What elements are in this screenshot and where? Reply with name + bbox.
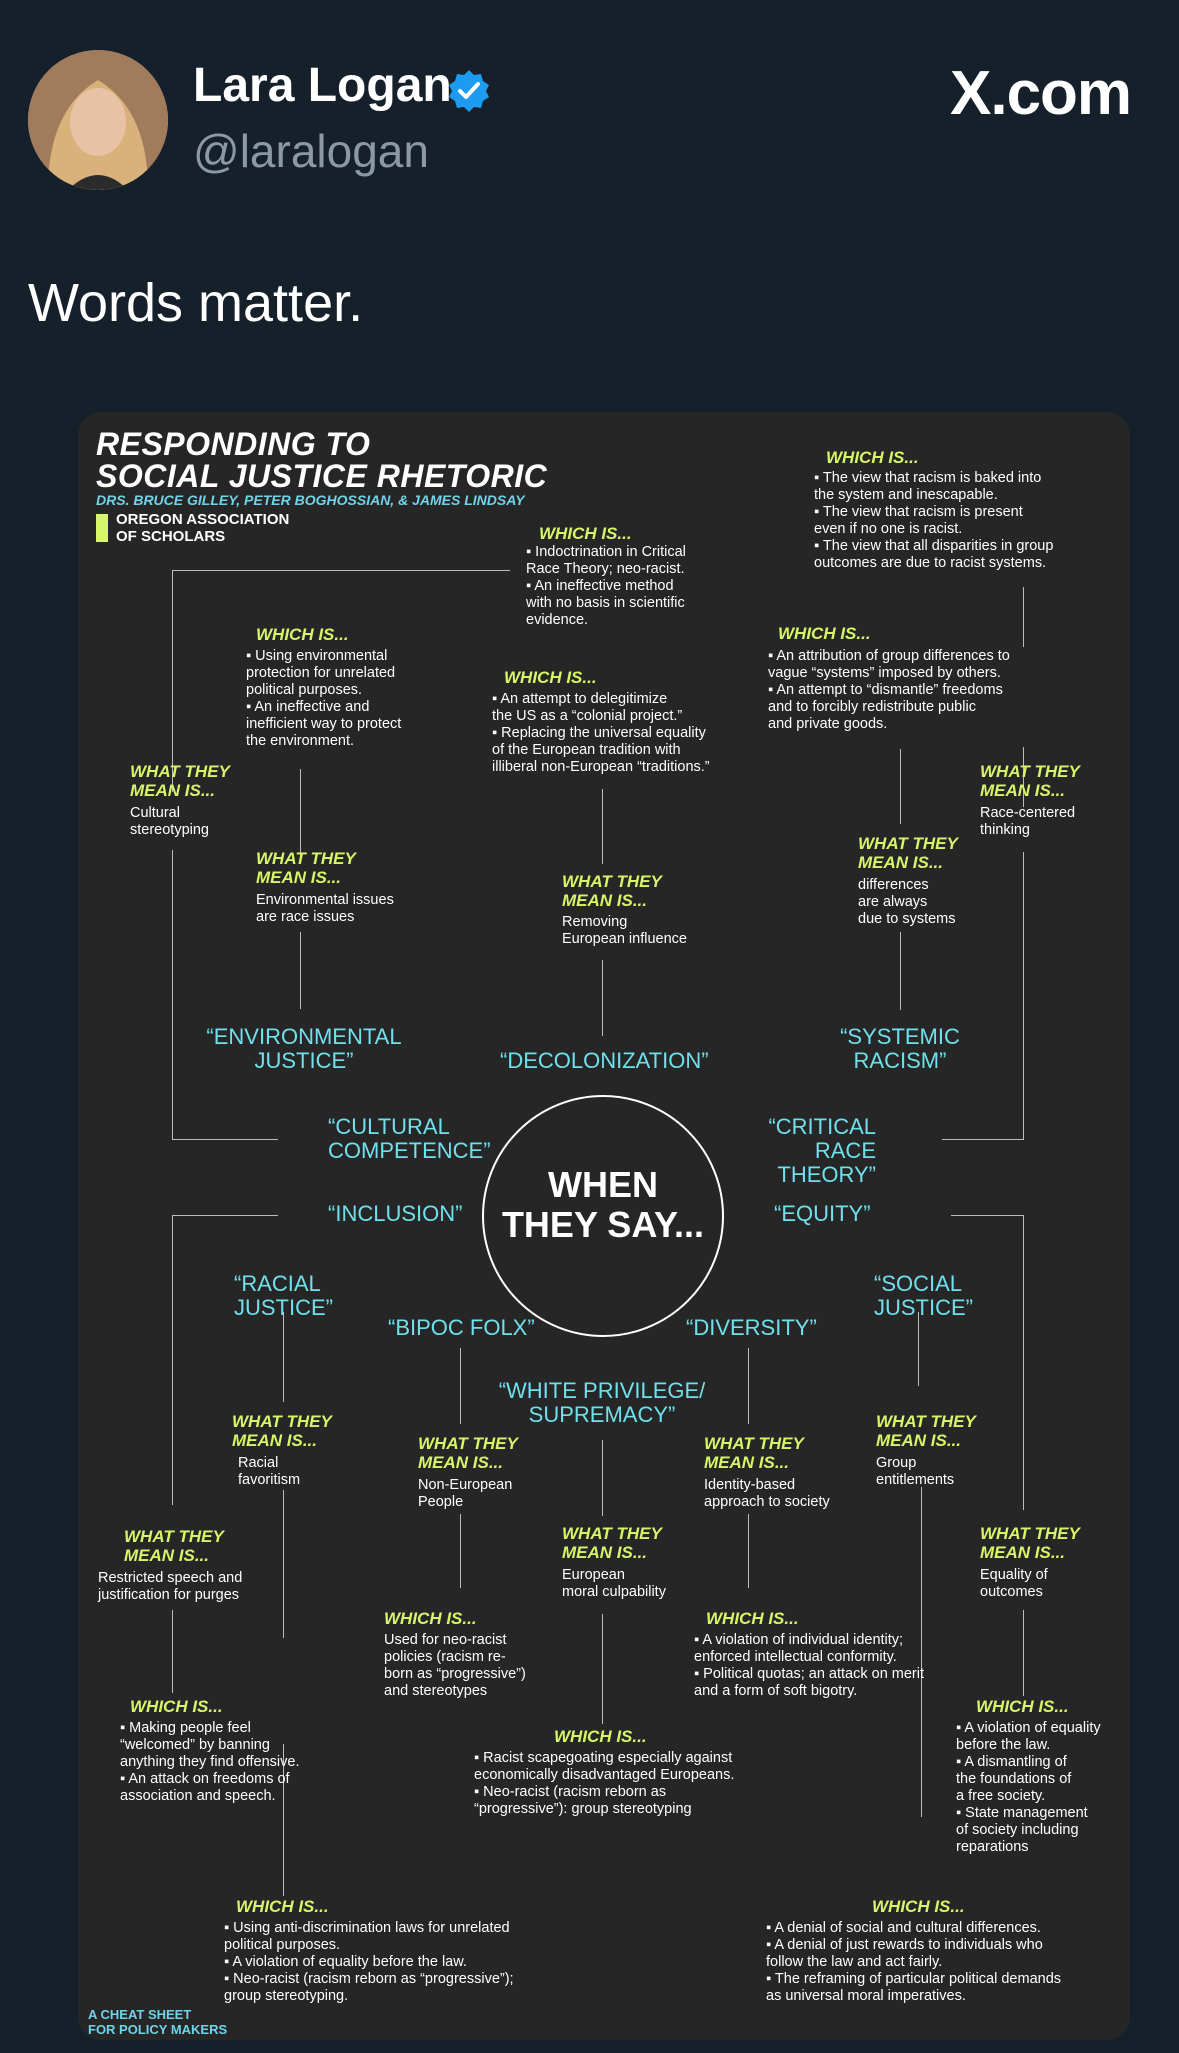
term-decolonization: “DECOLONIZATION” [500, 1048, 709, 1073]
rj-mean-text: Racial favoritism [238, 1455, 301, 1488]
infographic-image[interactable] [78, 412, 1130, 2040]
which-is-heading: WHICH IS... [554, 1727, 647, 1746]
which-is-heading: WHICH IS... [236, 1897, 329, 1916]
term-bipoc-folx: “BIPOC FOLX” [388, 1315, 535, 1340]
sr-which-text: ▪ An attribution of group differences to vague “systems” imposed by others. ▪ An attempt to “dismantle” freedoms and to forcibly redistribute public and private goods. [768, 648, 1010, 732]
sj-which-text: ▪ A denial of social and cultural differences. ▪ A denial of just rewards to individuals who follow the law and act fairly. ▪ The reframing of particular political demands as universal moral imperatives. [766, 1920, 1062, 2004]
dec-mean-text: Removing European influence [562, 914, 687, 947]
infographic-title-line2: SOCIAL JUSTICE RHETORIC [96, 458, 548, 494]
sj-mean-text: Group entitlements [876, 1455, 955, 1488]
handle[interactable]: @laralogan [193, 125, 429, 177]
what-they-mean-heading: WHAT THEY MEAN IS... [124, 1527, 224, 1565]
wp-which-text: ▪ Racist scapegoating especially against economically disadvantaged Europeans. ▪ Neo-racist (racism reborn as “progressive”): group stereotyping [474, 1750, 735, 1817]
what-they-mean-heading: WHAT THEY MEAN IS... [418, 1434, 518, 1472]
which-is-heading: WHICH IS... [826, 448, 919, 467]
term-white-privilege: “WHITE PRIVILEGE/ SUPREMACY” [498, 1378, 706, 1427]
which-is-heading: WHICH IS... [130, 1697, 223, 1716]
term-systemic-racism: “SYSTEMIC RACISM” [840, 1024, 960, 1073]
eq-mean-text: Equality of outcomes [980, 1567, 1048, 1600]
crt-which-text: ▪ The view that racism is baked into the system and inescapable. ▪ The view that racism is present even if no one is racist. ▪ The view that all disparities in group outcomes are due to racist systems. [814, 470, 1054, 571]
eq-which-text: ▪ A violation of equality before the law. ▪ A dismantling of the foundations of a free society. ▪ State management of society including reparations [956, 1720, 1101, 1855]
term-racial-justice: “RACIAL JUSTICE” [234, 1271, 333, 1320]
infographic-title-line1: RESPONDING TO [96, 426, 371, 462]
org-marker [96, 514, 108, 542]
ej-mean-text: Environmental issues are race issues [256, 892, 394, 925]
div-mean-text: Identity-based approach to society [704, 1477, 830, 1510]
cc-which-text: ▪ Indoctrination in Critical Race Theory; neo-racist. ▪ An ineffective method with no basis in scientific evidence. [526, 544, 686, 628]
which-is-heading: WHICH IS... [872, 1897, 965, 1916]
dec-which-text: ▪ An attempt to delegitimize the US as a “colonial project.” ▪ Replacing the universal equality of the European tradition with illiberal non-European “traditions.” [492, 691, 710, 775]
term-critical-race-theory: “CRITICAL RACE THEORY” [768, 1114, 876, 1187]
incl-which-text: ▪ Making people feel “welcomed” by banning anything they find offensive. ▪ An attack on freedoms of association and speech. [120, 1720, 300, 1804]
display-name[interactable]: Lara Logan [193, 59, 452, 112]
authors: DRS. BRUCE GILLEY, PETER BOGHOSSIAN, & JAMES LINDSAY [96, 492, 525, 508]
term-inclusion: “INCLUSION” [328, 1201, 463, 1226]
crt-mean-text: Race-centered thinking [980, 805, 1076, 838]
what-they-mean-heading: WHAT THEY MEAN IS... [980, 1524, 1080, 1562]
which-is-heading: WHICH IS... [778, 624, 871, 643]
what-they-mean-heading: WHAT THEY MEAN IS... [876, 1412, 976, 1450]
what-they-mean-heading: WHAT THEY MEAN IS... [562, 1524, 662, 1562]
org-name: OREGON ASSOCIATION OF SCHOLARS [116, 511, 290, 545]
wp-mean-text: European moral culpability [562, 1567, 666, 1600]
term-equity: “EQUITY” [774, 1201, 871, 1226]
which-is-heading: WHICH IS... [706, 1609, 799, 1628]
verified-badge-icon [446, 68, 492, 114]
avatar[interactable] [28, 50, 168, 190]
rj-which-text: ▪ Using anti-discrimination laws for unrelated political purposes. ▪ A violation of equality before the law. ▪ Neo-racist (racism reborn as “progressive”); group stereotyping. [224, 1920, 514, 2004]
which-is-heading: WHICH IS... [384, 1609, 477, 1628]
which-is-heading: WHICH IS... [504, 668, 597, 687]
tweet-text: Words matter. [28, 273, 364, 333]
term-diversity: “DIVERSITY” [686, 1315, 817, 1340]
what-they-mean-heading: WHAT THEY MEAN IS... [130, 762, 230, 800]
which-is-heading: WHICH IS... [539, 524, 632, 543]
what-they-mean-heading: WHAT THEY MEAN IS... [704, 1434, 804, 1472]
sr-mean-text: differences are always due to systems [858, 877, 956, 927]
cheat-sheet-footer: A CHEAT SHEET FOR POLICY MAKERS [88, 2007, 228, 2037]
bipoc-which-text: Used for neo-racist policies (racism re- born as “progressive”) and stereotypes [384, 1632, 526, 1699]
incl-mean-text: Restricted speech and justification for purges [98, 1570, 243, 1603]
div-which-text: ▪ A violation of individual identity; enforced intellectual conformity. ▪ Political quotas; an attack on merit and a form of soft bigotry. [694, 1632, 925, 1699]
bipoc-mean-text: Non-European People [418, 1477, 513, 1510]
which-is-heading: WHICH IS... [256, 625, 349, 644]
term-cultural-competence: “CULTURAL COMPETENCE” [328, 1114, 491, 1163]
what-they-mean-heading: WHAT THEY MEAN IS... [858, 834, 958, 872]
ej-which-text: ▪ Using environmental protection for unrelated political purposes. ▪ An ineffective and inefficient way to protect the environment. [246, 648, 402, 749]
term-environmental-justice: “ENVIRONMENTAL JUSTICE” [206, 1024, 402, 1073]
center-label: WHEN THEY SAY... [501, 1164, 705, 1245]
what-they-mean-heading: WHAT THEY MEAN IS... [980, 762, 1080, 800]
cc-mean-text: Cultural stereotyping [130, 805, 209, 838]
x-logo: X.com [950, 59, 1132, 128]
which-is-heading: WHICH IS... [976, 1697, 1069, 1716]
what-they-mean-heading: WHAT THEY MEAN IS... [256, 849, 356, 887]
what-they-mean-heading: WHAT THEY MEAN IS... [232, 1412, 332, 1450]
what-they-mean-heading: WHAT THEY MEAN IS... [562, 872, 662, 910]
term-social-justice: “SOCIAL JUSTICE” [874, 1271, 973, 1320]
